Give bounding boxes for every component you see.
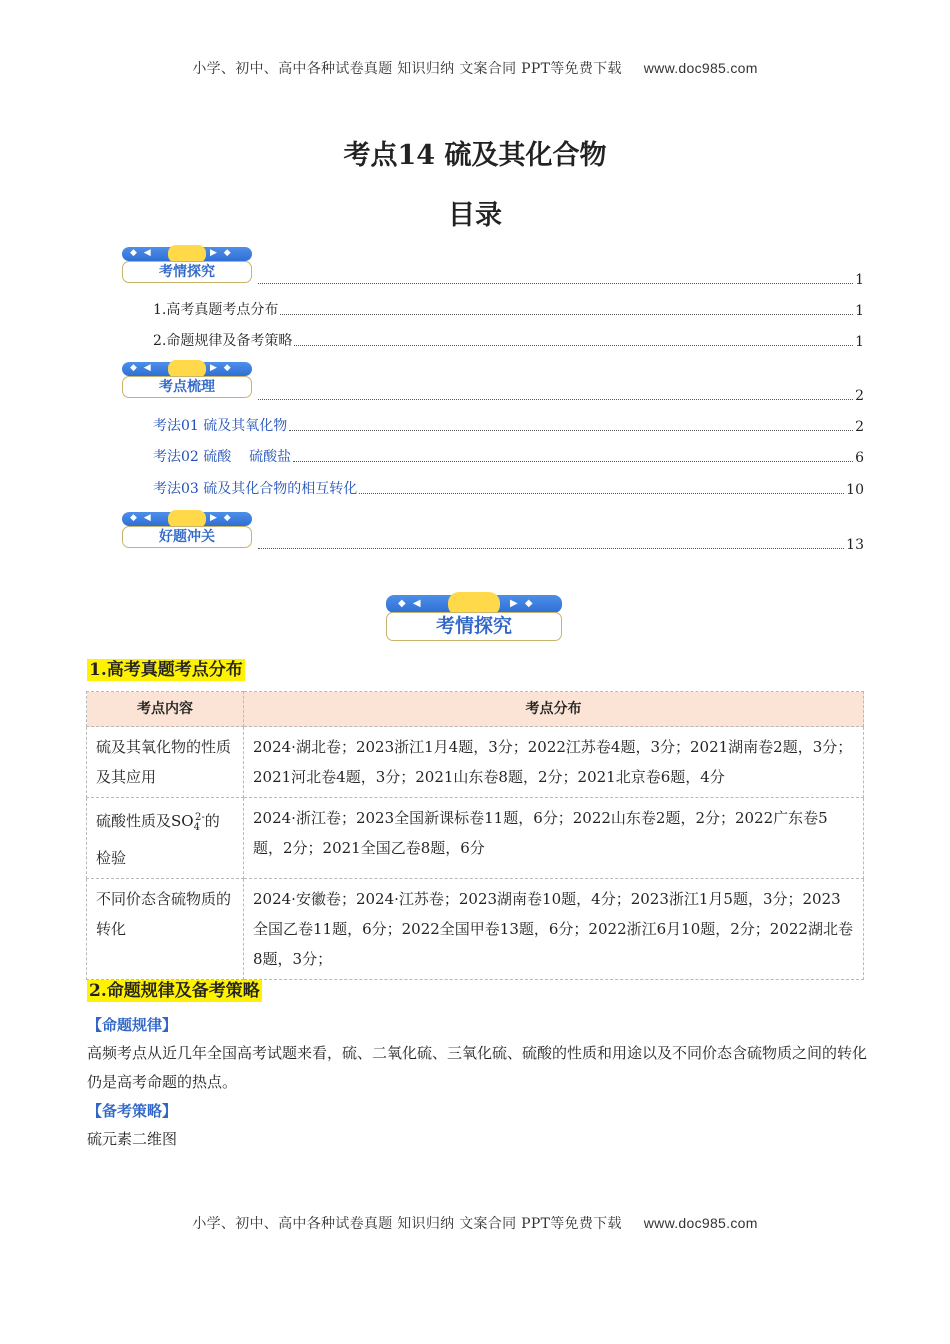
toc-entry-method-02[interactable]: 考法02 硫酸 硫酸盐 6 [153, 449, 864, 466]
distribution-table [86, 691, 864, 980]
header-text: 小学、初中、高中各种试卷真题 知识归纳 文案合同 PPT等免费下载 [192, 61, 622, 77]
table-header-row [87, 692, 864, 727]
column-header: 考点内容 [87, 692, 244, 727]
toc-entry-haoti[interactable]: 13 [256, 533, 864, 553]
topic-cell: 不同价态含硫物质的转化 [87, 879, 244, 980]
badge-kaoqing-tanjiu-section: ◆ ◀ ▶ ◆ 考情探究 [386, 592, 562, 642]
arrow-right-icon: ▶ ◆ [210, 248, 233, 258]
strategy-text: 硫元素二维图 [87, 1130, 178, 1148]
table-row [87, 879, 864, 980]
strategy-label: 【备考策略】 [87, 1102, 178, 1120]
header-url[interactable]: www.doc985.com [643, 60, 758, 76]
table-row [87, 798, 864, 879]
page-header [0, 58, 950, 78]
toc-title: 目录 [448, 200, 502, 231]
badge-kaoqing-tanjiu-toc: ◆ ◀ ▶ ◆ 考情探究 [122, 245, 252, 283]
page-footer [0, 1213, 950, 1233]
distribution-cell: 2024·安徽卷；2024·江苏卷；2023湖南卷10题，4分；2023浙江1月5题，3分；2023全国乙卷11题，6分；2022全国甲卷13题，6分；2022浙江6月10题，2分；2022湖北卷8题，3分； [244, 879, 864, 980]
arrow-left-icon: ◆ ◀ [130, 363, 153, 373]
section-heading-distribution: 1.高考真题考点分布 [89, 660, 243, 680]
rule-text: 高频考点从近几年全国高考试题来看，硫、二氧化硫、三氧化硫、硫酸的性质和用途以及不同价态含硫物质之间的转化仍是高考命题的热点。 [87, 1044, 868, 1091]
section-heading-strategy: 2.命题规律及备考策略 [89, 981, 260, 1001]
badge-kaodian-shuli: ◆ ◀ ▶ ◆ 考点梳理 [122, 360, 252, 398]
toc-entry-method-03[interactable]: 考法03 硫及其化合物的相互转化 10 [153, 481, 864, 498]
arrow-right-icon: ▶ ◆ [510, 598, 535, 609]
toc-entry-kaodian[interactable]: 2 [256, 384, 864, 404]
toc-entry-distribution[interactable]: 1.高考真题考点分布 1 [153, 302, 864, 319]
arrow-right-icon: ▶ ◆ [210, 363, 233, 373]
topic-cell: 硫及其氧化物的性质及其应用 [87, 727, 244, 798]
table-row [87, 727, 864, 798]
arrow-right-icon: ▶ ◆ [210, 513, 233, 523]
toc-entry-kaoqing[interactable]: 1 [256, 268, 864, 288]
arrow-left-icon: ◆ ◀ [130, 513, 153, 523]
distribution-cell: 2024·浙江卷；2023全国新课标卷11题，6分；2022山东卷2题，2分；2022广东卷5题，2分；2021全国乙卷8题，6分 [244, 798, 864, 879]
topic-cell: 硫酸性质及$SO_4^{2-}$的检验 [87, 798, 244, 879]
toc-entry-method-01[interactable]: 考法01 硫及其氧化物 2 [153, 418, 864, 435]
page-title: 考点14 硫及其化合物 [343, 140, 607, 171]
arrow-left-icon: ◆ ◀ [130, 248, 153, 258]
footer-url[interactable]: www.doc985.com [643, 1215, 758, 1231]
toc-entry-strategy[interactable]: 2.命题规律及备考策略 1 [153, 333, 864, 350]
footer-text: 小学、初中、高中各种试卷真题 知识归纳 文案合同 PPT等免费下载 [192, 1216, 622, 1232]
badge-haoti-chongguan: ◆ ◀ ▶ ◆ 好题冲关 [122, 510, 252, 548]
distribution-cell: 2024·湖北卷；2023浙江1月4题，3分；2022江苏卷4题，3分；2021湖南卷2题，3分；2021河北卷4题，3分；2021山东卷8题，2分；2021北京卷6题，4分 [244, 727, 864, 798]
column-header: 考点分布 [244, 692, 864, 727]
rule-label: 【命题规律】 [87, 1016, 178, 1034]
arrow-left-icon: ◆ ◀ [398, 598, 423, 609]
